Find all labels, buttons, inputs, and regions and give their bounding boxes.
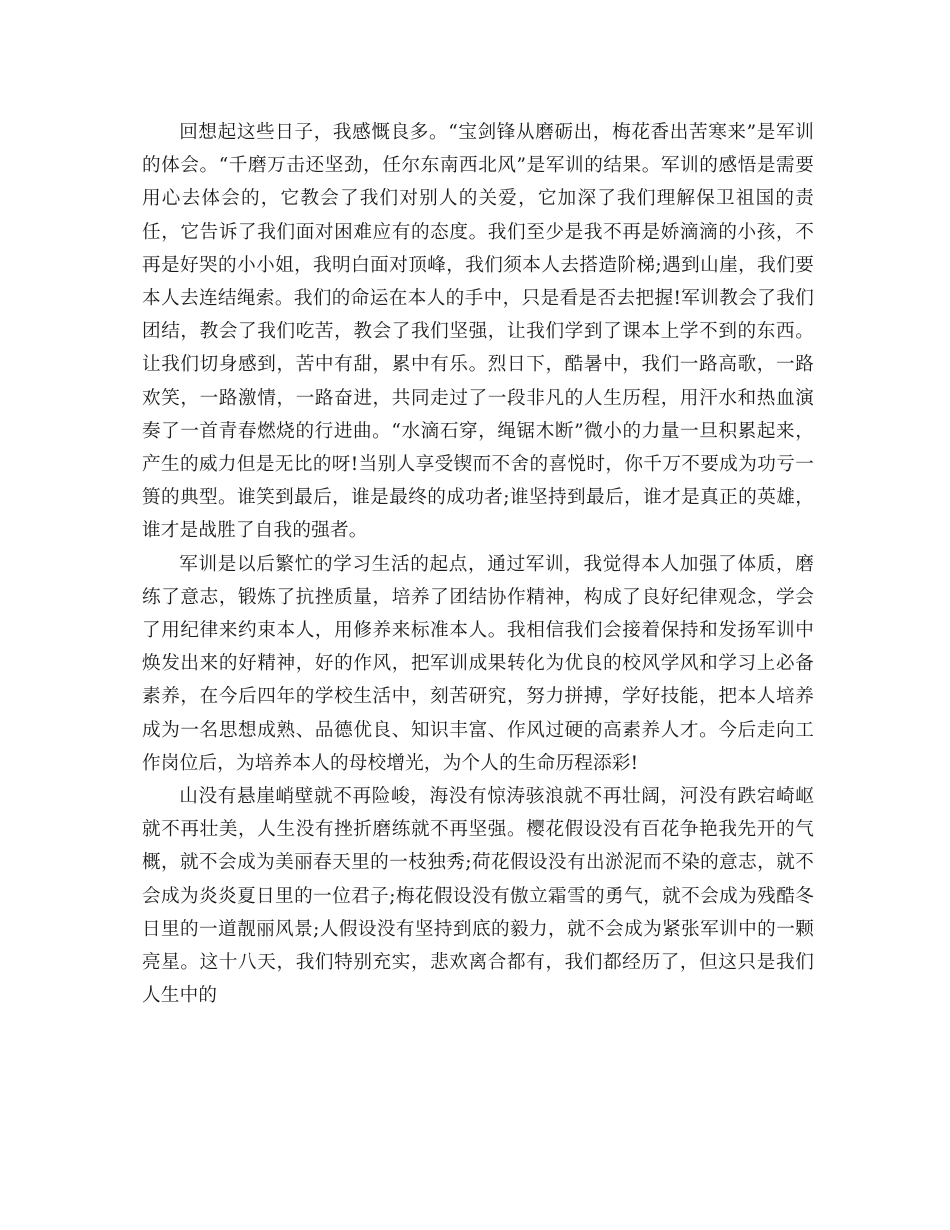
paragraph: 军训是以后繁忙的学习生活的起点，通过军训，我觉得本人加强了体质，磨练了意志，锻炼了抗挫质量，培养了团结协作精神，构成了良好纪律观念，学会了用纪律来约束本人，用修养来标准本人。我相信我们会接着保持和发扬军训中焕发出来的好精神，好的作风，把军训成果转化为优良的校风学风和学习上必备素养，在今后四年的学校生活中，刻苦研究，努力拼搏，学好技能，把本人培养成为一名思想成熟、品德优良、知识丰富、作风过硬的高素养人才。今后走向工作岗位后，为培养本人的母校增光，为个人的生命历程添彩! xyxy=(142,553,814,774)
paragraph: 回想起这些日子，我感慨良多。“宝剑锋从磨砺出，梅花香出苦寒来”是军训的体会。“千磨万击还坚劲，任尔东南西北风”是军训的结果。军训的感悟是需要用心去体会的，它教会了我们对别人的关爱，它加深了我们理解保卫祖国的责任，它告诉了我们面对困难应有的态度。我们至少是我不再是娇滴滴的小孩，不再是好哭的小小姐，我明白面对顶峰，我们须本人去搭造阶梯;遇到山崖，我们要本人去连结绳索。我们的命运在本人的手中，只是看是否去把握!军训教会了我们团结，教会了我们吃苦，教会了我们坚强，让我们学到了课本上学不到的东西。让我们切身感到，苦中有甜，累中有乐。烈日下，酷暑中，我们一路高歌，一路欢笑，一路激情，一路奋进，共同走过了一段非凡的人生历程，用汗水和热血演奏了一首青春燃烧的行进曲。“水滴石穿，绳锯木断”微小的力量一旦积累起来，产生的威力但是无比的呀!当别人享受锲而不舍的喜悦时，你千万不要成为功亏一篑的典型。谁笑到最后，谁是最终的成功者;谁坚持到最后，谁才是真正的英雄，谁才是战胜了自我的强者。 xyxy=(142,122,814,542)
paragraph: 山没有悬崖峭壁就不再险峻，海没有惊涛骇浪就不再壮阔，河没有跌宕崎岖就不再壮美，人生没有挫折磨练就不再坚强。樱花假设没有百花争艳我先开的气概，就不会成为美丽春天里的一枝独秀;荷花假设没有出淤泥而不染的意志，就不会成为炎炎夏日里的一位君子;梅花假设没有傲立霜雪的勇气，就不会成为残酷冬日里的一道靓丽风景;人假设没有坚持到底的毅力，就不会成为紧张军训中的一颗亮星。这十八天，我们特别充实，悲欢离合都有，我们都经历了，但这只是我们人生中的 xyxy=(142,786,814,1007)
document-body xyxy=(142,116,814,1012)
